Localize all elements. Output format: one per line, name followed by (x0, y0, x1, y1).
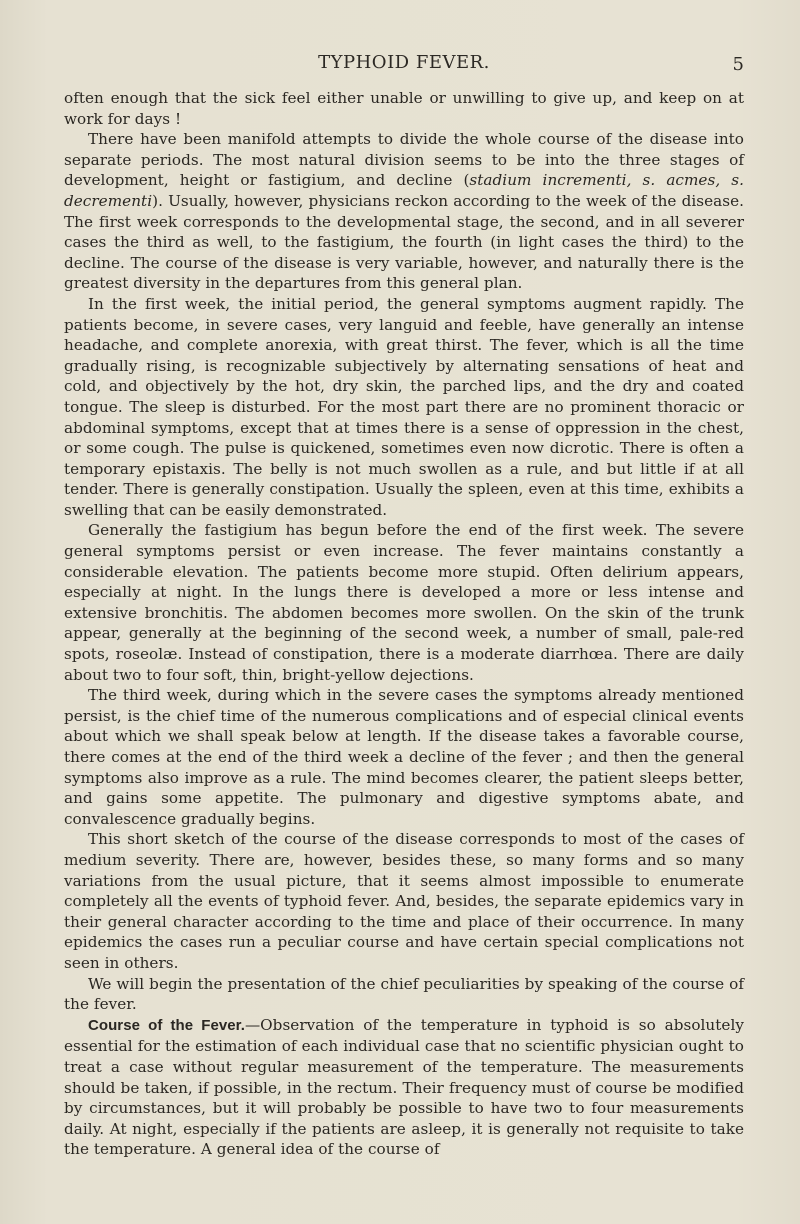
paragraph-presentation: We will begin the presentation of the chief peculiarities by speaking of the course of the fever. (64, 974, 744, 1014)
page-number: 5 (732, 54, 744, 75)
body-text (64, 88, 744, 1160)
section-heading: Course of the Fever. (88, 1016, 245, 1034)
paragraph-third-week: The third week, during which in the severe cases the symptoms already mentioned persist, is the chief time of the numerous complications and of especial clinical events about which we shall speak below at length. If the disease takes a favorable course, there comes at the end of the third week a decline of the fever ; and then the general symptoms also improve as a rule. The mind becomes clearer, the patient sleeps better, and gains some appetite. The pulmonary and digestive symptoms abate, and convalescence gradually begins. (64, 686, 744, 828)
running-head (64, 52, 744, 82)
paragraph-periods (64, 129, 744, 294)
paragraph-fastigium: Generally the fastigium has begun before the end of the first week. The severe general symptoms persist or even increase. The fever maintains constantly a considerable elevation. The patients become more stupid. Often delirium appears, especially at night. In the lungs there is developed a more or less intense and extensive bronchitis. The abdomen becomes more swollen. On the skin of the trunk appear, generally at the beginning of the second week, a number of small, pale-red spots, roseolæ. Instead of constipation, there is a moderate diarrhœa. There are daily about two to four soft, thin, bright-yellow dejections. (64, 521, 744, 684)
paragraph-periods-text-1: There have been manifold attempts to divide the whole course of the disease into separate periods. The most natural division seems to be into the three stages of development, height or fastigium, and decline ( (64, 130, 744, 190)
paragraph-course-of-fever (64, 1015, 744, 1160)
paragraph-periods-text-2: ). Usually, however, physicians reckon according to the week of the disease. The first week corresponds to the developmental stage, the second, and in all severer cases the third as well, to the fastigium, the fourth (in light cases the third) to the decline. The course of the disease is very variable, however, and naturally there is the greatest diversity in the departures from this general plan. (64, 191, 744, 293)
running-title: TYPHOID FEVER. (318, 52, 490, 73)
paragraph-course-of-fever-text: —Observation of the temperature in typhoid is so absolutely essential for the estimation of each individual case that no scientific physician ought to treat a case without regular measurement of the temperature. The measurements should be taken, if possible, in the rectum. Their frequency must of course be modified by circumstances, but it will probably be possible to have two to four measurements daily. At night, especially if the patients are asleep, it is generally not requisite to take the temperature. A general idea of the course of (64, 1015, 744, 1159)
paragraph-sketch: This short sketch of the course of the disease corresponds to most of the cases of medium severity. There are, however, besides these, so many forms and so many variations from the usual picture, that it seems almost impossible to enumerate completely all the events of typhoid fever. And, besides, the separate epidemics vary in their general character according to the time and place of their occurrence. In many epidemics the cases run a peculiar course and have certain special complications not seen in others. (64, 830, 744, 972)
paragraph-continuation: often enough that the sick feel either unable or unwilling to give up, and keep on at work for days ! (64, 89, 744, 128)
paragraph-first-week: In the first week, the initial period, the general symptoms augment rapidly. The patients become, in severe cases, very languid and feeble, have generally an intense headache, and complete anorexia, with great thirst. The fever, which is all the time gradually rising, is recognizable subjectively by alternating sensations of heat and cold, and objectively by the hot, dry skin, the parched lips, and the dry and coated tongue. The sleep is disturbed. For the most part there are no prominent thoracic or abdominal symptoms, except that at times there is a sense of oppression in the chest, or some cough. The pulse is quickened, sometimes even now dicrotic. There is often a temporary epistaxis. The belly is not much swollen as a rule, and but little if at all tender. There is generally constipation. Usually the spleen, even at this time, exhibits a swelling that can be easily demonstrated. (64, 294, 744, 519)
latin-stage-terms: stadium incrementi, s. acmes, s. decrementi (64, 171, 744, 210)
